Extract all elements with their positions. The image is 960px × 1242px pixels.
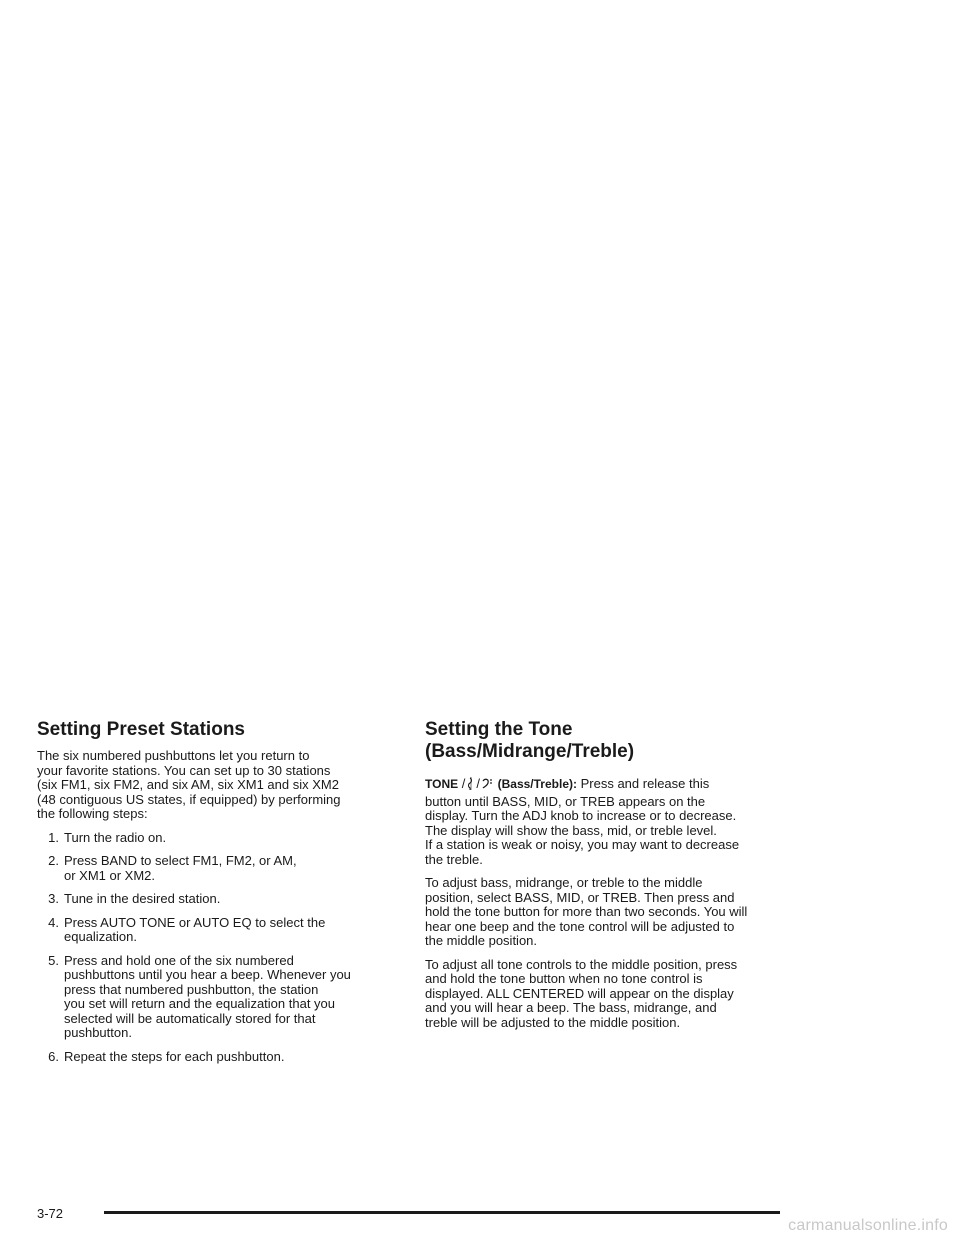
list-item: 2. Press BAND to select FM1, FM2, or AM, or XM1 or XM2.	[48, 853, 297, 883]
section-heading-preset: Setting Preset Stations	[37, 719, 245, 740]
treble-clef-icon	[481, 777, 493, 795]
list-item: 3. Tune in the desired station.	[48, 891, 221, 906]
preset-steps-list	[37, 831, 387, 1065]
tone-body	[425, 777, 785, 1039]
section-heading-tone-line2: (Bass/Midrange/Treble)	[425, 741, 635, 762]
list-item: 5. Press and hold one of the six numbered pushbuttons until you hear a beep. Whenever you press that numbered pushbutton, the station you set will return and the equalization that you selected will be automatically stored for that pushbutton.	[48, 952, 351, 1040]
tone-paragraph: TONE / / (Bass/Treble): Press and release this button until BASS, MID, or TREB appears on the display. Turn the ADJ knob to increase or to decrease. The display will show the bass, mid, or treble level. If a station is weak or noisy, you may want to decrease the treble.	[425, 776, 740, 867]
list-item: 4. Press AUTO TONE or AUTO EQ to select the equalization.	[48, 914, 326, 944]
bass-clef-icon	[466, 777, 475, 795]
preset-body	[37, 749, 387, 1073]
list-item: 6. Repeat the steps for each pushbutton.	[48, 1048, 285, 1064]
tone-paragraph-middle: To adjust bass, midrange, or treble to the middle position, select BASS, MID, or TREB. Then press and hold the tone button for more than two seconds. You will hear one beep and the tone control will be adjusted to the middle position.	[425, 875, 748, 948]
tone-label: TONE	[425, 777, 459, 791]
footer-divider	[104, 1211, 780, 1214]
section-heading-tone-line1: Setting the Tone	[425, 719, 573, 740]
tone-paragraph-all-centered: To adjust all tone controls to the middle position, press and hold the tone button when no tone control is displayed. ALL CENTERED will appear on the display and you will hear a beep. The bass, midrange, and treble will be adjusted to the middle position.	[425, 956, 738, 1030]
list-item: 1. Turn the radio on.	[48, 829, 167, 845]
watermark: carmanualsonline.info	[788, 1217, 948, 1234]
page-number: 3-72	[37, 1206, 64, 1221]
preset-intro: The six numbered pushbuttons let you return to your favorite stations. You can set up to 30 stations (six FM1, six FM2, and six AM, six XM1 and six XM2 (48 contiguous US states, if equipped) by performing the following steps:	[37, 748, 341, 821]
